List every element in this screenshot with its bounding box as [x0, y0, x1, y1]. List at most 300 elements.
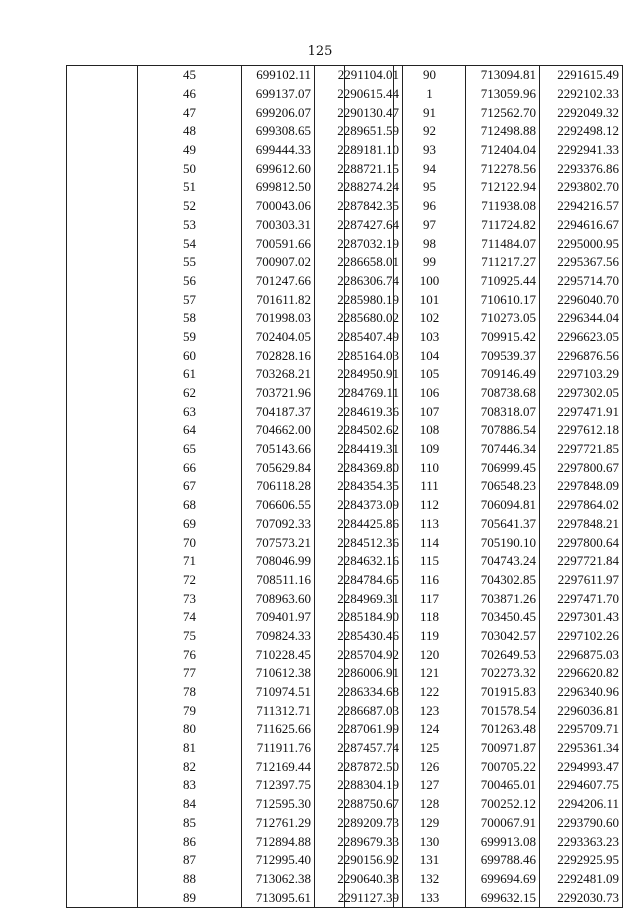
x-coordinate-cell: 706118.28 — [242, 477, 315, 496]
x-coordinate-cell: 702649.53 — [466, 645, 540, 664]
y-coordinate-cell: 2284512.36 — [315, 533, 403, 552]
y-coordinate-cell: 2294216.57 — [540, 197, 623, 216]
point-number-cell: 105 — [394, 365, 466, 384]
blank-cell — [67, 814, 138, 833]
blank-cell — [67, 664, 138, 683]
blank-cell — [67, 515, 138, 534]
x-coordinate-cell: 704743.24 — [466, 552, 540, 571]
x-coordinate-cell: 705641.37 — [466, 515, 540, 534]
point-number-cell: 103 — [394, 328, 466, 347]
x-coordinate-cell: 699812.50 — [242, 178, 315, 197]
y-coordinate-cell: 2286306.74 — [315, 272, 403, 291]
x-coordinate-cell: 706548.23 — [466, 477, 540, 496]
x-coordinate-cell: 713094.81 — [466, 66, 540, 85]
table-row — [345, 552, 623, 571]
y-coordinate-cell: 2285980.19 — [315, 290, 403, 309]
table-row — [345, 384, 623, 403]
point-number-cell: 118 — [394, 608, 466, 627]
blank-cell — [345, 328, 394, 347]
table-row — [345, 234, 623, 253]
y-coordinate-cell: 2297848.21 — [540, 515, 623, 534]
blank-cell — [67, 683, 138, 702]
x-coordinate-cell: 699913.08 — [466, 832, 540, 851]
y-coordinate-cell: 2294616.67 — [540, 216, 623, 235]
y-coordinate-cell: 2288721.15 — [315, 159, 403, 178]
point-number-cell: 132 — [394, 870, 466, 889]
point-number-cell: 51 — [138, 178, 242, 197]
point-number-cell: 101 — [394, 290, 466, 309]
x-coordinate-cell: 702273.32 — [466, 664, 540, 683]
y-coordinate-cell: 2293802.70 — [540, 178, 623, 197]
table-row — [345, 795, 623, 814]
y-coordinate-cell: 2284784.65 — [315, 571, 403, 590]
point-number-cell: 78 — [138, 683, 242, 702]
point-number-cell: 48 — [138, 122, 242, 141]
x-coordinate-cell: 711217.27 — [466, 253, 540, 272]
point-number-cell: 74 — [138, 608, 242, 627]
x-coordinate-cell: 699308.65 — [242, 122, 315, 141]
x-coordinate-cell: 706094.81 — [466, 496, 540, 515]
y-coordinate-cell: 2286334.68 — [315, 683, 403, 702]
point-number-cell: 120 — [394, 645, 466, 664]
x-coordinate-cell: 708318.07 — [466, 402, 540, 421]
y-coordinate-cell: 2290640.38 — [315, 870, 403, 889]
point-number-cell: 119 — [394, 627, 466, 646]
point-number-cell: 46 — [138, 85, 242, 104]
point-number-cell: 89 — [138, 888, 242, 907]
y-coordinate-cell: 2293790.60 — [540, 814, 623, 833]
y-coordinate-cell: 2295000.95 — [540, 234, 623, 253]
point-number-cell: 115 — [394, 552, 466, 571]
x-coordinate-cell: 707886.54 — [466, 421, 540, 440]
point-number-cell: 69 — [138, 515, 242, 534]
x-coordinate-cell: 699612.60 — [242, 159, 315, 178]
point-number-cell: 133 — [394, 888, 466, 907]
point-number-cell: 84 — [138, 795, 242, 814]
x-coordinate-cell: 712761.29 — [242, 814, 315, 833]
y-coordinate-cell: 2295714.70 — [540, 272, 623, 291]
blank-cell — [67, 440, 138, 459]
blank-cell — [67, 402, 138, 421]
blank-cell — [67, 832, 138, 851]
table-row — [345, 365, 623, 384]
y-coordinate-cell: 2296875.03 — [540, 645, 623, 664]
table-row — [345, 66, 623, 85]
blank-cell — [67, 365, 138, 384]
x-coordinate-cell: 707092.33 — [242, 515, 315, 534]
point-number-cell: 47 — [138, 103, 242, 122]
x-coordinate-cell: 712498.88 — [466, 122, 540, 141]
y-coordinate-cell: 2287427.64 — [315, 216, 403, 235]
y-coordinate-cell: 2297302.05 — [540, 384, 623, 403]
x-coordinate-cell: 704187.37 — [242, 402, 315, 421]
blank-cell — [345, 197, 394, 216]
blank-cell — [345, 384, 394, 403]
y-coordinate-cell: 2295361.34 — [540, 739, 623, 758]
blank-cell — [67, 608, 138, 627]
x-coordinate-cell: 703042.57 — [466, 627, 540, 646]
point-number-cell: 128 — [394, 795, 466, 814]
blank-cell — [67, 701, 138, 720]
point-number-cell: 68 — [138, 496, 242, 515]
y-coordinate-cell: 2286658.01 — [315, 253, 403, 272]
x-coordinate-cell: 711625.66 — [242, 720, 315, 739]
point-number-cell: 97 — [394, 216, 466, 235]
point-number-cell: 127 — [394, 776, 466, 795]
point-number-cell: 77 — [138, 664, 242, 683]
y-coordinate-cell: 2284950.91 — [315, 365, 403, 384]
blank-cell — [67, 309, 138, 328]
y-coordinate-cell: 2293363.23 — [540, 832, 623, 851]
table-row — [345, 178, 623, 197]
x-coordinate-cell: 700465.01 — [466, 776, 540, 795]
y-coordinate-cell: 2296623.05 — [540, 328, 623, 347]
blank-cell — [67, 328, 138, 347]
table-row — [345, 515, 623, 534]
point-number-cell: 79 — [138, 701, 242, 720]
y-coordinate-cell: 2297471.70 — [540, 589, 623, 608]
x-coordinate-cell: 712122.94 — [466, 178, 540, 197]
y-coordinate-cell: 2296620.82 — [540, 664, 623, 683]
y-coordinate-cell: 2289651.59 — [315, 122, 403, 141]
table-row — [345, 870, 623, 889]
x-coordinate-cell: 704662.00 — [242, 421, 315, 440]
x-coordinate-cell: 709824.33 — [242, 627, 315, 646]
blank-cell — [345, 683, 394, 702]
blank-cell — [67, 870, 138, 889]
point-number-cell: 111 — [394, 477, 466, 496]
y-coordinate-cell: 2287061.99 — [315, 720, 403, 739]
point-number-cell: 131 — [394, 851, 466, 870]
y-coordinate-cell: 2285704.92 — [315, 645, 403, 664]
point-number-cell: 50 — [138, 159, 242, 178]
table-row — [345, 589, 623, 608]
y-coordinate-cell: 2285407.49 — [315, 328, 403, 347]
x-coordinate-cell: 708963.60 — [242, 589, 315, 608]
blank-cell — [67, 216, 138, 235]
point-number-cell: 121 — [394, 664, 466, 683]
x-coordinate-cell: 709539.37 — [466, 346, 540, 365]
x-coordinate-cell: 700907.02 — [242, 253, 315, 272]
point-number-cell: 110 — [394, 458, 466, 477]
y-coordinate-cell: 2287872.50 — [315, 757, 403, 776]
x-coordinate-cell: 711484.07 — [466, 234, 540, 253]
x-coordinate-cell: 706606.55 — [242, 496, 315, 515]
point-number-cell: 70 — [138, 533, 242, 552]
point-number-cell: 86 — [138, 832, 242, 851]
point-number-cell: 122 — [394, 683, 466, 702]
x-coordinate-cell: 710612.38 — [242, 664, 315, 683]
y-coordinate-cell: 2288274.24 — [315, 178, 403, 197]
x-coordinate-cell: 710228.45 — [242, 645, 315, 664]
x-coordinate-cell: 710925.44 — [466, 272, 540, 291]
x-coordinate-cell: 712995.40 — [242, 851, 315, 870]
y-coordinate-cell: 2285184.90 — [315, 608, 403, 627]
point-number-cell: 85 — [138, 814, 242, 833]
x-coordinate-cell: 705143.66 — [242, 440, 315, 459]
blank-cell — [67, 290, 138, 309]
point-number-cell: 88 — [138, 870, 242, 889]
y-coordinate-cell: 2297721.85 — [540, 440, 623, 459]
blank-cell — [345, 851, 394, 870]
blank-cell — [345, 589, 394, 608]
point-number-cell: 55 — [138, 253, 242, 272]
y-coordinate-cell: 2295367.56 — [540, 253, 623, 272]
y-coordinate-cell: 2292498.12 — [540, 122, 623, 141]
x-coordinate-cell: 703450.45 — [466, 608, 540, 627]
point-number-cell: 72 — [138, 571, 242, 590]
blank-cell — [345, 122, 394, 141]
point-number-cell: 59 — [138, 328, 242, 347]
point-number-cell: 63 — [138, 402, 242, 421]
x-coordinate-cell: 710974.51 — [242, 683, 315, 702]
table-row — [345, 253, 623, 272]
y-coordinate-cell: 2289209.73 — [315, 814, 403, 833]
x-coordinate-cell: 701263.48 — [466, 720, 540, 739]
point-number-cell: 67 — [138, 477, 242, 496]
point-number-cell: 124 — [394, 720, 466, 739]
point-number-cell: 83 — [138, 776, 242, 795]
y-coordinate-cell: 2297103.29 — [540, 365, 623, 384]
blank-cell — [67, 533, 138, 552]
y-coordinate-cell: 2292481.09 — [540, 870, 623, 889]
blank-cell — [345, 645, 394, 664]
point-number-cell: 125 — [394, 739, 466, 758]
blank-cell — [345, 253, 394, 272]
x-coordinate-cell: 700303.31 — [242, 216, 315, 235]
point-number-cell: 87 — [138, 851, 242, 870]
point-number-cell: 53 — [138, 216, 242, 235]
x-coordinate-cell: 707573.21 — [242, 533, 315, 552]
blank-cell — [345, 440, 394, 459]
x-coordinate-cell: 709915.42 — [466, 328, 540, 347]
table-row — [345, 851, 623, 870]
table-row — [345, 720, 623, 739]
y-coordinate-cell: 2288304.19 — [315, 776, 403, 795]
table-row — [345, 216, 623, 235]
y-coordinate-cell: 2294206.11 — [540, 795, 623, 814]
x-coordinate-cell: 700252.12 — [466, 795, 540, 814]
blank-cell — [67, 720, 138, 739]
x-coordinate-cell: 699102.11 — [242, 66, 315, 85]
point-number-cell: 102 — [394, 309, 466, 328]
blank-cell — [67, 739, 138, 758]
x-coordinate-cell: 701247.66 — [242, 272, 315, 291]
blank-cell — [67, 346, 138, 365]
y-coordinate-cell: 2290615.44 — [315, 85, 403, 104]
y-coordinate-cell: 2286687.03 — [315, 701, 403, 720]
y-coordinate-cell: 2292049.32 — [540, 103, 623, 122]
x-coordinate-cell: 705629.84 — [242, 458, 315, 477]
table-row — [345, 85, 623, 104]
y-coordinate-cell: 2296340.96 — [540, 683, 623, 702]
blank-cell — [67, 552, 138, 571]
blank-cell — [345, 216, 394, 235]
y-coordinate-cell: 2284769.11 — [315, 384, 403, 403]
x-coordinate-cell: 712278.56 — [466, 159, 540, 178]
point-number-cell: 130 — [394, 832, 466, 851]
y-coordinate-cell: 2296040.70 — [540, 290, 623, 309]
blank-cell — [67, 272, 138, 291]
x-coordinate-cell: 712894.88 — [242, 832, 315, 851]
page-number: 125 — [307, 44, 333, 59]
blank-cell — [345, 272, 394, 291]
blank-cell — [345, 814, 394, 833]
blank-cell — [67, 85, 138, 104]
blank-cell — [67, 421, 138, 440]
point-number-cell: 71 — [138, 552, 242, 571]
blank-cell — [345, 103, 394, 122]
x-coordinate-cell: 699788.46 — [466, 851, 540, 870]
y-coordinate-cell: 2296036.81 — [540, 701, 623, 720]
blank-cell — [67, 851, 138, 870]
table-row — [345, 477, 623, 496]
table-row — [345, 814, 623, 833]
blank-cell — [67, 141, 138, 160]
point-number-cell: 95 — [394, 178, 466, 197]
y-coordinate-cell: 2291104.01 — [315, 66, 403, 85]
blank-cell — [67, 253, 138, 272]
x-coordinate-cell: 711911.76 — [242, 739, 315, 758]
point-number-cell: 94 — [394, 159, 466, 178]
point-number-cell: 129 — [394, 814, 466, 833]
point-number-cell: 99 — [394, 253, 466, 272]
y-coordinate-cell: 2294607.75 — [540, 776, 623, 795]
y-coordinate-cell: 2284419.31 — [315, 440, 403, 459]
blank-cell — [67, 458, 138, 477]
x-coordinate-cell: 712595.30 — [242, 795, 315, 814]
y-coordinate-cell: 2285680.02 — [315, 309, 403, 328]
y-coordinate-cell: 2292941.33 — [540, 141, 623, 160]
y-coordinate-cell: 2291615.49 — [540, 66, 623, 85]
y-coordinate-cell: 2297471.91 — [540, 402, 623, 421]
x-coordinate-cell: 699694.69 — [466, 870, 540, 889]
blank-cell — [345, 533, 394, 552]
blank-cell — [67, 496, 138, 515]
x-coordinate-cell: 703721.96 — [242, 384, 315, 403]
y-coordinate-cell: 2287032.19 — [315, 234, 403, 253]
blank-cell — [345, 888, 394, 907]
x-coordinate-cell: 711312.71 — [242, 701, 315, 720]
x-coordinate-cell: 711938.08 — [466, 197, 540, 216]
blank-cell — [345, 832, 394, 851]
y-coordinate-cell: 2292030.73 — [540, 888, 623, 907]
point-number-cell: 108 — [394, 421, 466, 440]
point-number-cell: 45 — [138, 66, 242, 85]
table-row — [345, 533, 623, 552]
x-coordinate-cell: 699206.07 — [242, 103, 315, 122]
blank-cell — [345, 720, 394, 739]
point-number-cell: 1 — [394, 85, 466, 104]
point-number-cell: 109 — [394, 440, 466, 459]
point-number-cell: 116 — [394, 571, 466, 590]
point-number-cell: 49 — [138, 141, 242, 160]
table-row — [345, 832, 623, 851]
x-coordinate-cell: 713059.96 — [466, 85, 540, 104]
y-coordinate-cell: 2297721.84 — [540, 552, 623, 571]
y-coordinate-cell: 2285430.46 — [315, 627, 403, 646]
blank-cell — [345, 627, 394, 646]
x-coordinate-cell: 701998.03 — [242, 309, 315, 328]
blank-cell — [67, 776, 138, 795]
table-row — [345, 440, 623, 459]
x-coordinate-cell: 708738.68 — [466, 384, 540, 403]
y-coordinate-cell: 2296876.56 — [540, 346, 623, 365]
point-number-cell: 65 — [138, 440, 242, 459]
x-coordinate-cell: 701611.82 — [242, 290, 315, 309]
table-row — [345, 290, 623, 309]
x-coordinate-cell: 710610.17 — [466, 290, 540, 309]
blank-cell — [345, 85, 394, 104]
x-coordinate-cell: 706999.45 — [466, 458, 540, 477]
blank-cell — [67, 477, 138, 496]
y-coordinate-cell: 2294993.47 — [540, 757, 623, 776]
point-number-cell: 113 — [394, 515, 466, 534]
blank-cell — [345, 365, 394, 384]
blank-cell — [345, 66, 394, 85]
x-coordinate-cell: 702404.05 — [242, 328, 315, 347]
point-number-cell: 104 — [394, 346, 466, 365]
point-number-cell: 62 — [138, 384, 242, 403]
x-coordinate-cell: 712562.70 — [466, 103, 540, 122]
x-coordinate-cell: 699632.15 — [466, 888, 540, 907]
table-row — [345, 122, 623, 141]
point-number-cell: 106 — [394, 384, 466, 403]
table-row — [345, 309, 623, 328]
y-coordinate-cell: 2297611.97 — [540, 571, 623, 590]
point-number-cell: 90 — [394, 66, 466, 85]
point-number-cell: 66 — [138, 458, 242, 477]
x-coordinate-cell: 700705.22 — [466, 757, 540, 776]
blank-cell — [345, 234, 394, 253]
table-row — [345, 701, 623, 720]
y-coordinate-cell: 2285164.03 — [315, 346, 403, 365]
point-number-cell: 92 — [394, 122, 466, 141]
table-row — [345, 159, 623, 178]
blank-cell — [67, 66, 138, 85]
blank-cell — [67, 888, 138, 907]
table-row — [345, 141, 623, 160]
point-number-cell: 61 — [138, 365, 242, 384]
blank-cell — [67, 103, 138, 122]
point-number-cell: 81 — [138, 739, 242, 758]
blank-cell — [67, 589, 138, 608]
point-number-cell: 123 — [394, 701, 466, 720]
point-number-cell: 96 — [394, 197, 466, 216]
y-coordinate-cell: 2295709.71 — [540, 720, 623, 739]
table-row — [345, 645, 623, 664]
y-coordinate-cell: 2284425.86 — [315, 515, 403, 534]
y-coordinate-cell: 2297800.64 — [540, 533, 623, 552]
y-coordinate-cell: 2284632.16 — [315, 552, 403, 571]
point-number-cell: 60 — [138, 346, 242, 365]
blank-cell — [67, 757, 138, 776]
blank-cell — [67, 627, 138, 646]
x-coordinate-cell: 703268.21 — [242, 365, 315, 384]
x-coordinate-cell: 704302.85 — [466, 571, 540, 590]
point-number-cell: 126 — [394, 757, 466, 776]
blank-cell — [345, 571, 394, 590]
y-coordinate-cell: 2284369.80 — [315, 458, 403, 477]
blank-cell — [67, 571, 138, 590]
blank-cell — [345, 141, 394, 160]
x-coordinate-cell: 707446.34 — [466, 440, 540, 459]
y-coordinate-cell: 2284354.35 — [315, 477, 403, 496]
table-row — [345, 496, 623, 515]
coordinates-table-right — [344, 65, 623, 908]
point-number-cell: 75 — [138, 627, 242, 646]
point-number-cell: 91 — [394, 103, 466, 122]
